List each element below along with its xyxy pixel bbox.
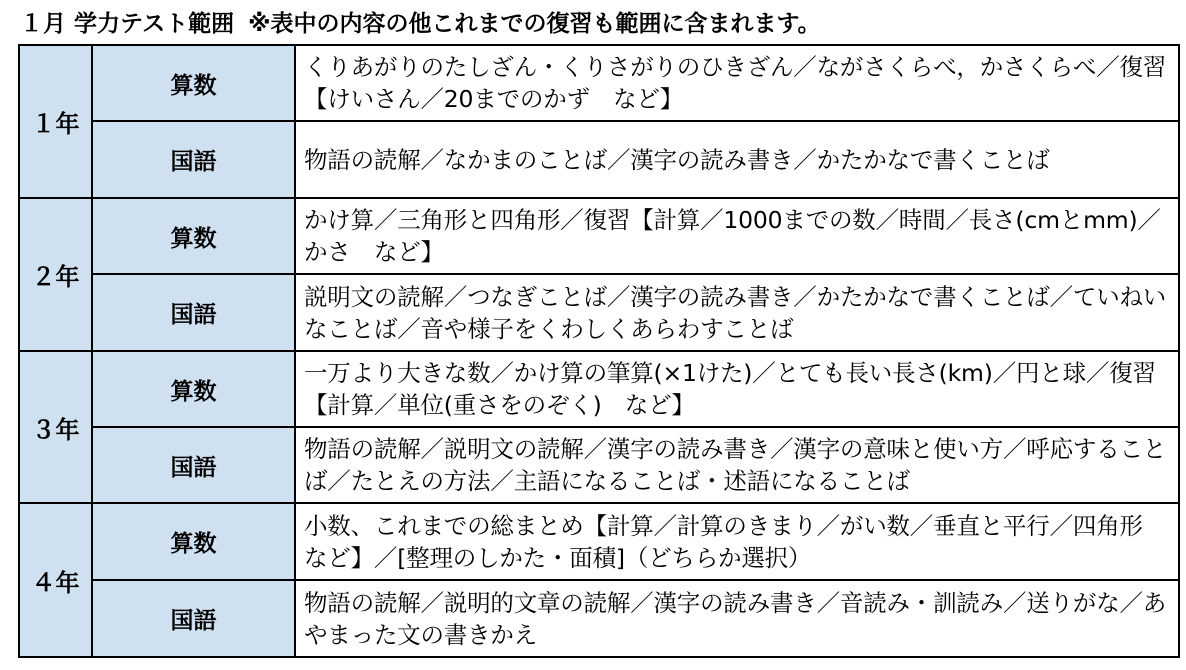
subject-cell: 国語 [92, 121, 295, 198]
content-cell: 物語の読解／なかまのことば／漢字の読み書き／かたかなで書くことば [295, 121, 1179, 198]
subject-cell: 算数 [92, 198, 295, 274]
subject-cell: 算数 [92, 351, 295, 427]
content-cell: かけ算／三角形と四角形／復習【計算／1000までの数／時間／長さ(cmとmm)／かさ など】 [295, 198, 1179, 274]
title-text: １月 学力テスト範囲 [20, 11, 235, 37]
table-row [19, 45, 1179, 121]
grade-cell-3: ３年 [19, 351, 92, 503]
grade-cell-2: ２年 [19, 198, 92, 351]
table-row [19, 121, 1179, 198]
subject-cell: 算数 [92, 45, 295, 121]
table-row [19, 351, 1179, 427]
subject-cell: 算数 [92, 503, 295, 580]
test-scope-table [18, 44, 1180, 658]
subject-cell: 国語 [92, 580, 295, 657]
table-row [19, 274, 1179, 351]
page-title [20, 6, 821, 42]
subject-cell: 国語 [92, 274, 295, 351]
subject-cell: 国語 [92, 427, 295, 503]
grade-cell-4: ４年 [19, 503, 92, 657]
content-cell: 一万より大きな数／かけ算の筆算(×1けた)／とても長い長さ(km)／円と球／復習【計算／単位(重さをのぞく) など】 [295, 351, 1179, 427]
content-cell: 物語の読解／説明的文章の読解／漢字の読み書き／音読み・訓読み／送りがな／あやまった文の書きかえ [295, 580, 1179, 657]
content-cell: 物語の読解／説明文の読解／漢字の読み書き／漢字の意味と使い方／呼応することば／たとえの方法／主語になることば・述語になることば [295, 427, 1179, 503]
table-row [19, 198, 1179, 274]
table-row [19, 427, 1179, 503]
grade-cell-1: １年 [19, 45, 92, 198]
table-row [19, 580, 1179, 657]
content-cell: くりあがりのたしざん・くりさがりのひきざん／ながさくらべ，かさくらべ／復習【けいさん／20までのかず など】 [295, 45, 1179, 121]
content-cell: 説明文の読解／つなぎことば／漢字の読み書き／かたかなで書くことば／ていねいなことば／音や様子をくわしくあらわすことば [295, 274, 1179, 351]
title-note: ※表中の内容の他これまでの復習も範囲に含まれます。 [248, 11, 821, 37]
content-cell: 小数、これまでの総まとめ【計算／計算のきまり／がい数／垂直と平行／四角形 など】／[整理のしかた・面積]（どちらか選択） [295, 503, 1179, 580]
table-row [19, 503, 1179, 580]
